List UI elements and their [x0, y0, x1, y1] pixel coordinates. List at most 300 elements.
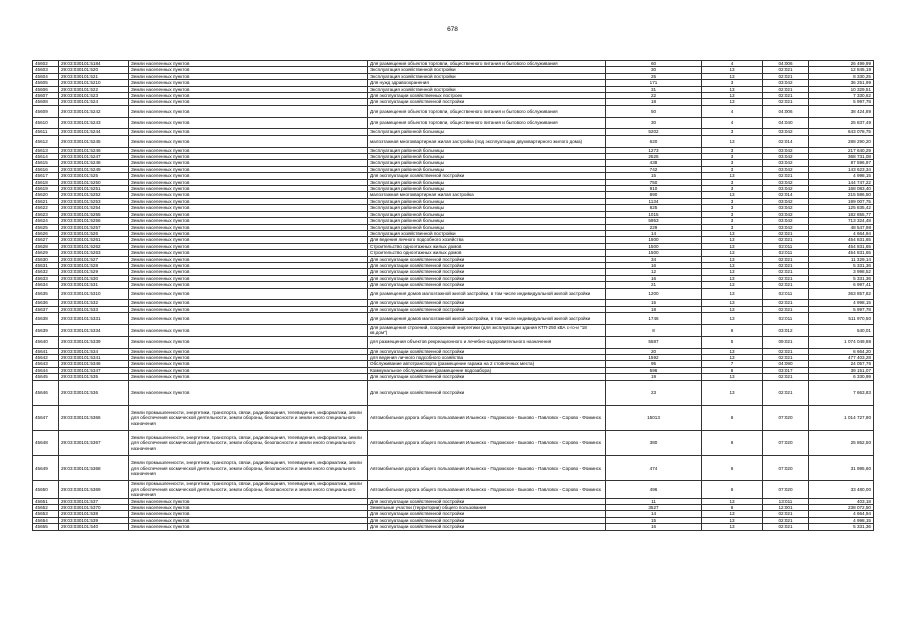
land-category-cell: Земли населенных пунктов: [129, 374, 368, 380]
cadastral-number-cell: 29:03:030101:5251: [59, 186, 129, 192]
row-number-cell: 45606: [33, 86, 59, 92]
land-category-cell: Земли населенных пунктов: [129, 211, 368, 217]
permitted-use-cell: Для эксплуатации хозяйственной постройки: [368, 99, 606, 105]
activity-code-cell: 02:011: [763, 288, 809, 300]
cadastral-value-cell: 8 330,25: [809, 73, 874, 79]
group-number-cell: 13: [702, 380, 763, 405]
activity-code-cell: 02:021: [763, 256, 809, 262]
activity-code-cell: 02:021: [763, 306, 809, 312]
land-category-cell: Земли населенных пунктов: [129, 192, 368, 198]
row-number-cell: 45619: [33, 186, 59, 192]
cadastral-value-cell: 6 664,20: [809, 348, 874, 354]
cadastral-number-cell: 29:03:030101:5257: [59, 224, 129, 230]
cadastral-value-cell: 454 831,65: [809, 250, 874, 256]
cadastral-value-cell: 1 074 049,88: [809, 336, 874, 348]
cadastral-value-cell: 4 998,15: [809, 300, 874, 306]
group-number-cell: 13: [702, 355, 763, 361]
activity-code-cell: 07:020: [763, 405, 809, 430]
area-cell: 890: [606, 192, 702, 198]
cadastral-value-cell: 168 083,40: [809, 186, 874, 192]
land-category-cell: Земли населенных пунктов: [129, 86, 368, 92]
row-number-cell: 45641: [33, 348, 59, 354]
activity-code-cell: 02:021: [763, 86, 809, 92]
group-number-cell: 13: [702, 262, 763, 268]
land-category-cell: Земли населенных пунктов: [129, 380, 368, 405]
cadastral-number-cell: 29:03:030101:524: [59, 99, 129, 105]
land-category-cell: Земли населенных пунктов: [129, 173, 368, 179]
permitted-use-cell: Эксплуатация районной больницы: [368, 166, 606, 172]
permitted-use-cell: Для нужд здравоохранения: [368, 80, 606, 86]
row-number-cell: 45637: [33, 306, 59, 312]
area-cell: 12: [606, 269, 702, 275]
land-category-cell: Земли населенных пунктов: [129, 361, 368, 367]
cadastral-value-cell: 11 329,14: [809, 256, 874, 262]
activity-code-cell: 02:021: [763, 380, 809, 405]
activity-code-cell: 02:021: [763, 262, 809, 268]
activity-code-cell: 02:014: [763, 192, 809, 198]
cadastral-number-cell: 29:03:030101:5263: [59, 250, 129, 256]
permitted-use-cell: Эксплуатация хозяйственной постройки: [368, 73, 606, 79]
area-cell: 15: [606, 300, 702, 306]
permitted-use-cell: Для размещения объектов торговли, общественного питания и бытового обслуживания: [368, 61, 606, 67]
activity-code-cell: 13:011: [763, 498, 809, 504]
activity-code-cell: 02:021: [763, 237, 809, 243]
group-number-cell: 13: [702, 524, 763, 530]
row-number-cell: 45605: [33, 80, 59, 86]
permitted-use-cell: Строительство одноэтажных жилых домов: [368, 243, 606, 249]
land-category-cell: Земли населенных пунктов: [129, 186, 368, 192]
cadastral-value-cell: 4 998,15: [809, 173, 874, 179]
group-number-cell: 13: [702, 374, 763, 380]
cadastral-value-cell: 3 998,52: [809, 269, 874, 275]
activity-code-cell: 02:011: [763, 250, 809, 256]
cadastral-value-cell: 540,01: [809, 324, 874, 336]
area-cell: 910: [606, 186, 702, 192]
group-number-cell: 13: [702, 86, 763, 92]
group-number-cell: 13: [702, 282, 763, 288]
row-number-cell: 45617: [33, 173, 59, 179]
land-category-cell: Земли населенных пунктов: [129, 324, 368, 336]
group-number-cell: 4: [702, 117, 763, 129]
cadastral-number-cell: 29:03:030101:5243: [59, 117, 129, 129]
row-number-cell: 45627: [33, 237, 59, 243]
cadastral-value-cell: 6 997,41: [809, 282, 874, 288]
land-category-cell: Земли населенных пунктов: [129, 218, 368, 224]
row-number-cell: 45620: [33, 192, 59, 198]
row-number-cell: 45613: [33, 147, 59, 153]
cadastral-number-cell: 29:03:030101:5347: [59, 367, 129, 373]
activity-code-cell: 07:020: [763, 431, 809, 456]
land-category-cell: Земли населенных пунктов: [129, 129, 368, 135]
row-number-cell: 45624: [33, 218, 59, 224]
area-cell: 1500: [606, 237, 702, 243]
area-cell: 750: [606, 179, 702, 185]
cadastral-value-cell: 403,18: [809, 498, 874, 504]
area-cell: 1134: [606, 198, 702, 204]
area-cell: 1592: [606, 355, 702, 361]
area-cell: 18: [606, 99, 702, 105]
cadastral-number-cell: 29:03:030101:525: [59, 173, 129, 179]
area-cell: 620: [606, 135, 702, 147]
cadastral-number-cell: 29:03:030101:5242: [59, 105, 129, 117]
row-number-cell: 45629: [33, 250, 59, 256]
permitted-use-cell: Эксплуатация районной больницы: [368, 224, 606, 230]
area-cell: 438: [606, 160, 702, 166]
area-cell: 15013: [606, 405, 702, 430]
cadastral-value-cell: 1 014 727,80: [809, 405, 874, 430]
row-number-cell: 45654: [33, 517, 59, 523]
row-number-cell: 45607: [33, 93, 59, 99]
activity-code-cell: 03:017: [763, 367, 809, 373]
permitted-use-cell: Эксплуатация хозяйственной постройки: [368, 86, 606, 92]
permitted-use-cell: Для эксплуатации хозяйственной постройки: [368, 524, 606, 530]
activity-code-cell: 02:011: [763, 243, 809, 249]
cadastral-value-cell: 215 586,50: [809, 192, 874, 198]
area-cell: 19: [606, 374, 702, 380]
activity-code-cell: 03:042: [763, 224, 809, 230]
land-category-cell: Земли населенных пунктов: [129, 147, 368, 153]
permitted-use-cell: Для эксплуатации хозяйственной постройки: [368, 173, 606, 179]
area-cell: 16: [606, 524, 702, 530]
cadastral-value-cell: 33 480,00: [809, 481, 874, 498]
permitted-use-cell: Для эксплуатации хозяйственной постройки: [368, 275, 606, 281]
group-number-cell: 3: [702, 80, 763, 86]
cadastral-number-cell: 29:03:030101:5256: [59, 218, 129, 224]
activity-code-cell: 04:090: [763, 361, 809, 367]
group-number-cell: 5: [702, 336, 763, 348]
cadastral-number-cell: 29:03:030101:533: [59, 306, 129, 312]
land-category-cell: Земли населенных пунктов: [129, 348, 368, 354]
permitted-use-cell: Автомобильная дорога общего пользования Ильинско - Подомское - Быково - Павловск - Сорово - Фоминск: [368, 481, 606, 498]
cadastral-number-cell: 29:03:030101:5252: [59, 192, 129, 198]
group-number-cell: 6: [702, 456, 763, 481]
cadastral-value-cell: 454 831,65: [809, 243, 874, 249]
cadastral-value-cell: 144 747,22: [809, 179, 874, 185]
land-category-cell: Земли населенных пунктов: [129, 511, 368, 517]
land-category-cell: Земли населенных пунктов: [129, 61, 368, 67]
row-number-cell: 45618: [33, 179, 59, 185]
row-number-cell: 45646: [33, 380, 59, 405]
area-cell: 8: [606, 324, 702, 336]
cadastral-value-cell: 125 835,42: [809, 205, 874, 211]
table-row: [33, 324, 874, 336]
group-number-cell: 13: [702, 243, 763, 249]
cadastral-value-cell: 24 057,76: [809, 361, 874, 367]
activity-code-cell: 04:006: [763, 61, 809, 67]
row-number-cell: 45640: [33, 336, 59, 348]
group-number-cell: 6: [702, 324, 763, 336]
permitted-use-cell: Эксплуатация районной больницы: [368, 218, 606, 224]
activity-code-cell: 03:042: [763, 129, 809, 135]
land-category-cell: Земли населенных пунктов: [129, 80, 368, 86]
row-number-cell: 45643: [33, 361, 59, 367]
land-category-cell: Земли населенных пунктов: [129, 300, 368, 306]
activity-code-cell: 03:042: [763, 211, 809, 217]
cadastral-number-cell: 29:03:030101:539: [59, 517, 129, 523]
permitted-use-cell: Строительство одноэтажных жилых домов: [368, 250, 606, 256]
group-number-cell: 13: [702, 99, 763, 105]
permitted-use-cell: Автомобильная дорога общего пользования Ильинско - Подомское - Быково - Павловск - Сорово - Фоминск: [368, 405, 606, 430]
permitted-use-cell: Эксплуатация районной больницы: [368, 198, 606, 204]
group-number-cell: 3: [702, 154, 763, 160]
cadastral-number-cell: 29:03:030101:5244: [59, 129, 129, 135]
permitted-use-cell: Для эксплуатации хозяйственной постройки: [368, 262, 606, 268]
group-number-cell: 3: [702, 179, 763, 185]
permitted-use-cell: Эксплуатация районной больницы: [368, 205, 606, 211]
area-cell: 474: [606, 456, 702, 481]
row-number-cell: 45652: [33, 505, 59, 511]
activity-code-cell: 03:042: [763, 186, 809, 192]
row-number-cell: 45642: [33, 355, 59, 361]
group-number-cell: 13: [702, 250, 763, 256]
land-category-cell: Земли населенных пунктов: [129, 250, 368, 256]
group-number-cell: 6: [702, 505, 763, 511]
area-cell: 596: [606, 367, 702, 373]
permitted-use-cell: Для эксплуатации хозяйственной постройки: [368, 282, 606, 288]
land-category-cell: Земли промышленности, энергетики, транспорта, связи, радиовещания, телевидения, информатики, земли для обеспечения космической деятельности, земли обороны, безопасности и земли иного специального назначения: [129, 405, 368, 430]
row-number-cell: 45649: [33, 456, 59, 481]
activity-code-cell: 03:042: [763, 80, 809, 86]
group-number-cell: 4: [702, 105, 763, 117]
area-cell: 21: [606, 282, 702, 288]
permitted-use-cell: Для размещения объектов торговли, общественного питания и бытового обслуживания: [368, 105, 606, 117]
area-cell: 3527: [606, 505, 702, 511]
group-number-cell: 13: [702, 511, 763, 517]
table-row: [33, 456, 874, 481]
permitted-use-cell: малоэтажная многоквартирная жилая застройка (под эксплуатацию двухквартирного жилого дома): [368, 135, 606, 147]
cadastral-value-cell: 26 499,99: [809, 61, 874, 67]
group-number-cell: 3: [702, 166, 763, 172]
permitted-use-cell: Для размещения домов малоэтажной жилой застройки, в том числе индивидуальной жилой застройки: [368, 313, 606, 325]
cadastral-value-cell: 5 331,36: [809, 275, 874, 281]
area-cell: 23: [606, 380, 702, 405]
group-number-cell: 13: [702, 230, 763, 236]
activity-code-cell: 02:021: [763, 73, 809, 79]
table-row: [33, 135, 874, 147]
cadastral-number-cell: 29:03:030101:5370: [59, 505, 129, 511]
cadastral-number-cell: 29:03:030101:526: [59, 230, 129, 236]
cadastral-value-cell: 238 072,50: [809, 505, 874, 511]
cadastral-number-cell: 29:03:030101:523: [59, 93, 129, 99]
row-number-cell: 45614: [33, 154, 59, 160]
group-number-cell: 3: [702, 205, 763, 211]
table-row: [33, 313, 874, 325]
table-row: [33, 336, 874, 348]
area-cell: 11: [606, 498, 702, 504]
cadastral-value-cell: 6 330,99: [809, 374, 874, 380]
activity-code-cell: 02:011: [763, 313, 809, 325]
cadastral-value-cell: 643 078,75: [809, 129, 874, 135]
permitted-use-cell: Эксплуатация районной больницы: [368, 160, 606, 166]
row-number-cell: 45639: [33, 324, 59, 336]
group-number-cell: 13: [702, 67, 763, 73]
activity-code-cell: 02:021: [763, 275, 809, 281]
area-cell: 496: [606, 481, 702, 498]
land-category-cell: Земли населенных пунктов: [129, 205, 368, 211]
cadastral-value-cell: 477 403,28: [809, 355, 874, 361]
permitted-use-cell: малоэтажная многоквартирная жилая застройка: [368, 192, 606, 198]
permitted-use-cell: Эксплуатация районной больницы: [368, 179, 606, 185]
area-cell: 14: [606, 511, 702, 517]
cadastral-number-cell: 29:03:030101:5261: [59, 237, 129, 243]
cadastral-number-cell: 29:03:030101:5255: [59, 211, 129, 217]
group-number-cell: 3: [702, 147, 763, 153]
cadastral-number-cell: 29:03:030101:527: [59, 256, 129, 262]
table-row: [33, 288, 874, 300]
activity-code-cell: 02:021: [763, 511, 809, 517]
area-cell: 742: [606, 166, 702, 172]
cadastral-value-cell: 5 997,78: [809, 306, 874, 312]
permitted-use-cell: Коммунальное обслуживание (размещение водозабора): [368, 367, 606, 373]
cadastral-value-cell: 368 731,08: [809, 154, 874, 160]
cadastral-value-cell: 7 330,62: [809, 93, 874, 99]
cadastral-value-cell: 39 151,07: [809, 367, 874, 373]
row-number-cell: 45630: [33, 256, 59, 262]
area-cell: 825: [606, 205, 702, 211]
group-number-cell: 13: [702, 256, 763, 262]
cadastral-value-cell: 10 329,51: [809, 86, 874, 92]
cadastral-value-cell: 31 995,60: [809, 456, 874, 481]
land-category-cell: Земли населенных пунктов: [129, 288, 368, 300]
area-cell: 31: [606, 86, 702, 92]
group-number-cell: 3: [702, 186, 763, 192]
permitted-use-cell: Эксплуатация районной больницы: [368, 129, 606, 135]
cadastral-value-cell: 363 857,82: [809, 288, 874, 300]
cadastral-number-cell: 29:03:030101:531: [59, 282, 129, 288]
activity-code-cell: 02:021: [763, 355, 809, 361]
row-number-cell: 45633: [33, 275, 59, 281]
land-category-cell: Земли населенных пунктов: [129, 336, 368, 348]
activity-code-cell: 03:042: [763, 198, 809, 204]
land-category-cell: Земли населенных пунктов: [129, 313, 368, 325]
group-number-cell: 3: [702, 224, 763, 230]
cadastral-value-cell: 4 998,15: [809, 517, 874, 523]
activity-code-cell: 02:021: [763, 230, 809, 236]
cadastral-number-cell: 29:03:030101:5245: [59, 135, 129, 147]
activity-code-cell: 04:006: [763, 105, 809, 117]
land-category-cell: Земли населенных пунктов: [129, 256, 368, 262]
land-category-cell: Земли населенных пунктов: [129, 105, 368, 117]
cadastral-value-cell: 36 251,99: [809, 80, 874, 86]
area-cell: 5587: [606, 336, 702, 348]
land-category-cell: Земли населенных пунктов: [129, 275, 368, 281]
cadastral-number-cell: 29:03:030101:537: [59, 498, 129, 504]
activity-code-cell: 12:001: [763, 505, 809, 511]
row-number-cell: 45612: [33, 135, 59, 147]
row-number-cell: 45636: [33, 300, 59, 306]
cadastral-number-cell: 29:03:030101:528: [59, 262, 129, 268]
cadastral-number-cell: 29:03:030101:5367: [59, 431, 129, 456]
permitted-use-cell: Для эксплуатации хозяйственной постройки: [368, 374, 606, 380]
row-number-cell: 45626: [33, 230, 59, 236]
land-category-cell: Земли населенных пунктов: [129, 179, 368, 185]
area-cell: 34: [606, 256, 702, 262]
activity-code-cell: 07:020: [763, 481, 809, 498]
area-cell: 20: [606, 348, 702, 354]
area-cell: 171: [606, 80, 702, 86]
row-number-cell: 45653: [33, 511, 59, 517]
row-number-cell: 45632: [33, 269, 59, 275]
cadastral-value-cell: 511 970,50: [809, 313, 874, 325]
permitted-use-cell: Земельные участки (территории) общего пользования: [368, 505, 606, 511]
group-number-cell: 13: [702, 192, 763, 198]
area-cell: 1015: [606, 211, 702, 217]
area-cell: 1200: [606, 288, 702, 300]
land-category-cell: Земли населенных пунктов: [129, 355, 368, 361]
permitted-use-cell: Автомобильная дорога общего пользования Ильинско - Подомское - Быково - Павловск - Сорово - Фоминск: [368, 431, 606, 456]
group-number-cell: 3: [702, 211, 763, 217]
cadastral-value-cell: 12 845,19: [809, 67, 874, 73]
cadastral-value-cell: 143 623,34: [809, 166, 874, 172]
cadastral-number-cell: 29:03:030101:5250: [59, 179, 129, 185]
land-category-cell: Земли промышленности, энергетики, транспорта, связи, радиовещания, телевидения, информатики, земли для обеспечения космической деятельности, земли обороны, безопасности и земли иного специального назначения: [129, 431, 368, 456]
cadastral-number-cell: 29:03:030101:534: [59, 348, 129, 354]
row-number-cell: 45610: [33, 117, 59, 129]
cadastral-value-cell: 5 331,36: [809, 524, 874, 530]
cadastral-number-cell: 29:03:030101:5346: [59, 361, 129, 367]
permitted-use-cell: Эксплуатация районной больницы: [368, 211, 606, 217]
area-cell: 1500: [606, 250, 702, 256]
permitted-use-cell: Для ведения личного подсобного хозяйства: [368, 237, 606, 243]
land-category-cell: Земли населенных пунктов: [129, 117, 368, 129]
area-cell: 30: [606, 67, 702, 73]
group-number-cell: 13: [702, 306, 763, 312]
area-cell: 15: [606, 517, 702, 523]
area-cell: 50: [606, 105, 702, 117]
cadastral-value-cell: 25 837,49: [809, 117, 874, 129]
land-category-cell: Земли населенных пунктов: [129, 230, 368, 236]
activity-code-cell: 03:042: [763, 166, 809, 172]
cadastral-number-cell: 29:03:030101:538: [59, 511, 129, 517]
cadastral-value-cell: 4 664,94: [809, 230, 874, 236]
group-number-cell: 6: [702, 367, 763, 373]
permitted-use-cell: Эксплуатация районной больницы: [368, 154, 606, 160]
cadastral-number-cell: 29:03:030101:5310: [59, 288, 129, 300]
land-category-cell: Земли промышленности, энергетики, транспорта, связи, радиовещания, телевидения, информатики, земли для обеспечения космической деятельности, земли обороны, безопасности и земли иного специального назначения: [129, 481, 368, 498]
cadastral-value-cell: 48 547,98: [809, 224, 874, 230]
row-number-cell: 45634: [33, 282, 59, 288]
activity-code-cell: 03:042: [763, 154, 809, 160]
land-category-cell: Земли населенных пунктов: [129, 135, 368, 147]
cadastral-number-cell: 29:03:030101:5262: [59, 243, 129, 249]
activity-code-cell: 02:021: [763, 524, 809, 530]
permitted-use-cell: Для эксплуатации хозяйственной постройки: [368, 306, 606, 312]
row-number-cell: 45650: [33, 481, 59, 498]
row-number-cell: 45638: [33, 313, 59, 325]
row-number-cell: 45603: [33, 67, 59, 73]
group-number-cell: 13: [702, 300, 763, 306]
permitted-use-cell: Для размещения домов малоэтажной жилой застройки, в том числе индивидуальной жилой застройки: [368, 288, 606, 300]
group-number-cell: 7: [702, 361, 763, 367]
area-cell: 1273: [606, 147, 702, 153]
row-number-cell: 45644: [33, 367, 59, 373]
cadastral-number-cell: 29:03:030101:5249: [59, 166, 129, 172]
row-number-cell: 45635: [33, 288, 59, 300]
activity-code-cell: 02:021: [763, 517, 809, 523]
permitted-use-cell: Обслуживание автотранспорта (размещение гаража на 2 стояночных места): [368, 361, 606, 367]
land-category-cell: Земли населенных пунктов: [129, 166, 368, 172]
permitted-use-cell: Для эксплуатации хозяйственных построек: [368, 93, 606, 99]
land-category-cell: Земли населенных пунктов: [129, 269, 368, 275]
cadastral-number-cell: 29:03:030101:5369: [59, 481, 129, 498]
cadastral-number-cell: 29:03:030101:535: [59, 374, 129, 380]
group-number-cell: 13: [702, 348, 763, 354]
permitted-use-cell: Автомобильная дорога общего пользования Ильинско - Подомское - Быково - Павловск - Сорово - Фоминск: [368, 456, 606, 481]
land-category-cell: Земли населенных пунктов: [129, 93, 368, 99]
activity-code-cell: 02:021: [763, 67, 809, 73]
cadastral-number-cell: 29:03:030101:5210: [59, 80, 129, 86]
cadastral-number-cell: 29:03:030101:532: [59, 300, 129, 306]
